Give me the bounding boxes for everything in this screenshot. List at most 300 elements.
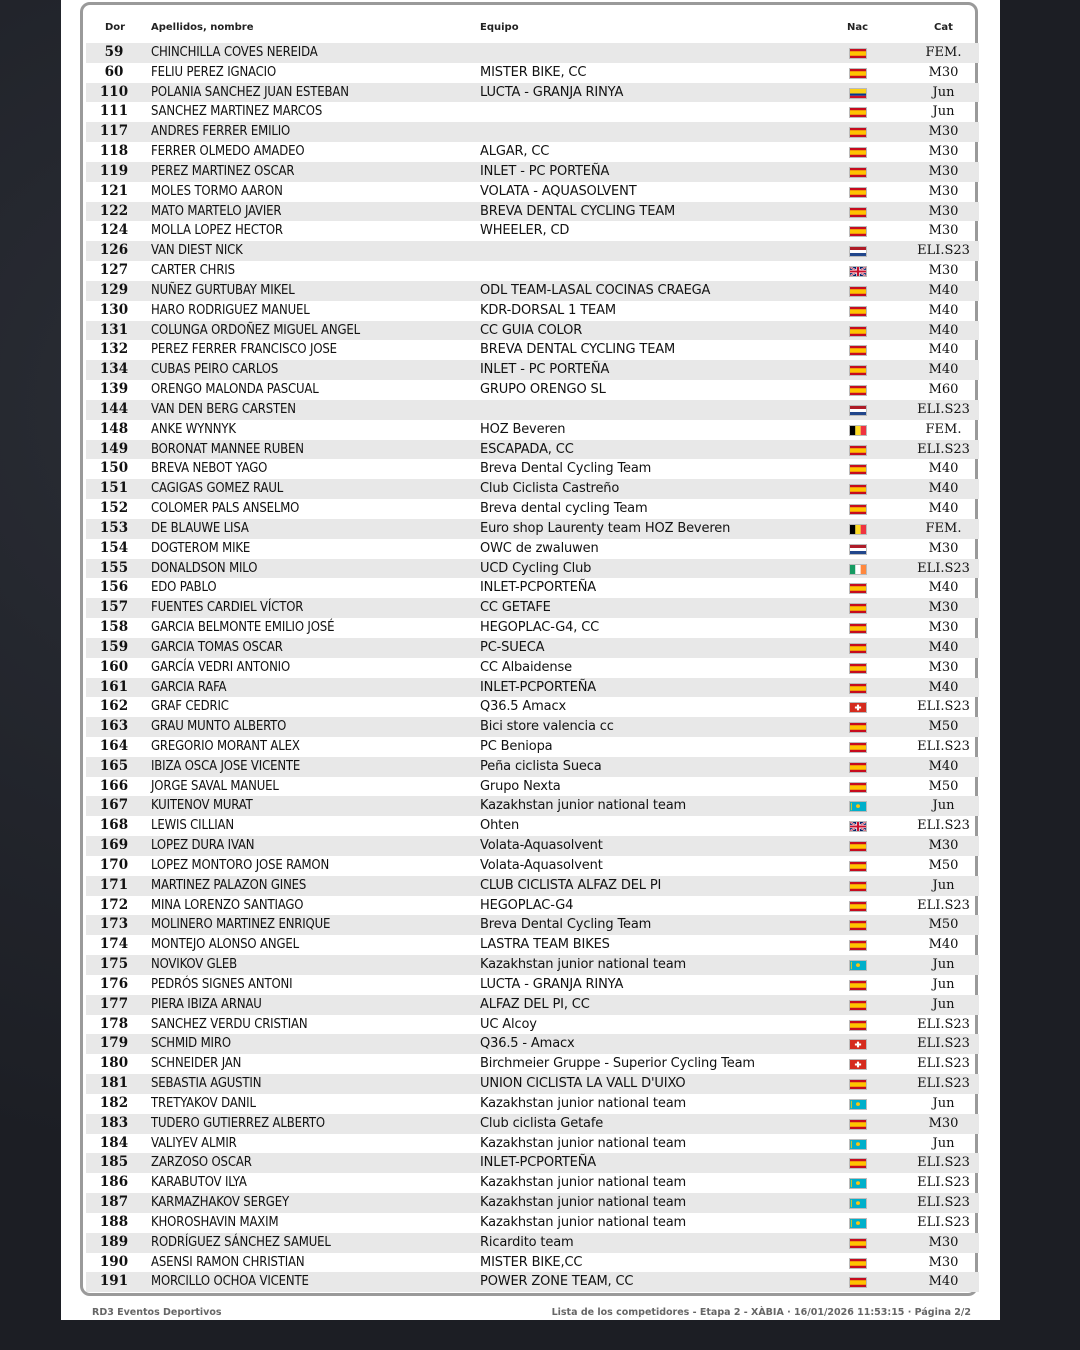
rider-name: GRAF CEDRIC bbox=[151, 699, 229, 715]
flag-spain-icon bbox=[849, 663, 867, 674]
team-name: LUCTA - GRANJA RINYA bbox=[480, 976, 624, 992]
flag-spain-icon bbox=[849, 167, 867, 178]
flag-spain-icon bbox=[849, 940, 867, 951]
footer-left: RD3 Eventos Deportivos bbox=[92, 1307, 222, 1318]
team-name: POWER ZONE TEAM, CC bbox=[480, 1274, 634, 1290]
flag-spain-icon bbox=[849, 147, 867, 158]
flag-kazakhstan-icon bbox=[849, 1198, 867, 1209]
team-name: Club ciclista Getafe bbox=[480, 1115, 604, 1131]
bib-number: 152 bbox=[99, 500, 129, 517]
team-name: CC GETAFE bbox=[480, 600, 551, 616]
team-name: Kazakhstan junior national team bbox=[480, 1095, 687, 1111]
team-name: MISTER BIKE,CC bbox=[480, 1254, 583, 1270]
table-row bbox=[86, 777, 979, 797]
rider-name: PIERA IBIZA ARNAU bbox=[151, 996, 262, 1012]
rider-name: LOPEZ DURA IVAN bbox=[151, 838, 255, 854]
table-row bbox=[86, 380, 979, 400]
rider-name: TUDERO GUTIERREZ ALBERTO bbox=[151, 1115, 325, 1131]
bib-number: 60 bbox=[104, 63, 124, 80]
table-row bbox=[86, 737, 979, 757]
bib-number: 172 bbox=[99, 896, 129, 913]
rider-name: GARCIA RAFA bbox=[151, 679, 227, 695]
rider-name: LEWIS CILLIAN bbox=[151, 818, 234, 834]
team-name: Volata-Aquasolvent bbox=[480, 838, 603, 854]
bib-number: 177 bbox=[99, 995, 129, 1012]
category: M40 bbox=[928, 461, 959, 477]
bib-number: 156 bbox=[99, 579, 129, 596]
category: ELI.S23 bbox=[917, 243, 970, 259]
team-name: Kazakhstan junior national team bbox=[480, 1214, 687, 1230]
bib-number: 130 bbox=[99, 301, 129, 318]
team-name: Q36.5 - Amacx bbox=[480, 1036, 575, 1052]
table-row bbox=[86, 598, 979, 618]
category: M40 bbox=[928, 639, 959, 655]
bib-number: 184 bbox=[99, 1134, 129, 1151]
table-row bbox=[86, 1094, 979, 1114]
rider-name: POLANIA SANCHEZ JUAN ESTEBAN bbox=[151, 84, 349, 100]
category: M40 bbox=[928, 1274, 959, 1290]
category: ELI.S23 bbox=[917, 560, 970, 576]
table-row bbox=[86, 1114, 979, 1134]
rider-name: RODRÍGUEZ SÁNCHEZ SAMUEL bbox=[151, 1234, 331, 1250]
team-name: LUCTA - GRANJA RINYA bbox=[480, 84, 624, 100]
category: ELI.S23 bbox=[917, 401, 970, 417]
header-cat: Cat bbox=[934, 22, 953, 33]
rider-name: ORENGO MALONDA PASCUAL bbox=[151, 382, 319, 398]
flag-spain-icon bbox=[849, 107, 867, 118]
flag-kazakhstan-icon bbox=[849, 1139, 867, 1150]
bib-number: 148 bbox=[99, 420, 129, 437]
team-name: PC-SUECA bbox=[480, 639, 545, 655]
rider-name: IBIZA OSCA JOSE VICENTE bbox=[151, 758, 301, 774]
table-row bbox=[86, 995, 979, 1015]
flag-spain-icon bbox=[849, 722, 867, 733]
bib-number: 185 bbox=[99, 1154, 129, 1171]
flag-netherlands-icon bbox=[849, 246, 867, 257]
bib-number: 117 bbox=[99, 123, 129, 140]
flag-switzerland-icon bbox=[849, 702, 867, 713]
team-name: Kazakhstan junior national team bbox=[480, 798, 687, 814]
team-name: UC Alcoy bbox=[480, 1016, 537, 1032]
table-row bbox=[86, 796, 979, 816]
header-name: Apellidos, nombre bbox=[151, 22, 254, 33]
team-name: CLUB CICLISTA ALFAZ DEL PI bbox=[480, 877, 662, 893]
rider-name: NUÑEZ GURTUBAY MIKEL bbox=[151, 282, 295, 298]
category: Jun bbox=[932, 1135, 955, 1151]
bib-number: 181 bbox=[99, 1075, 129, 1092]
flag-spain-icon bbox=[849, 1079, 867, 1090]
table-row bbox=[86, 63, 979, 83]
team-name: Kazakhstan junior national team bbox=[480, 957, 687, 973]
team-name: PC Beniopa bbox=[480, 738, 553, 754]
table-row bbox=[86, 638, 979, 658]
category: M40 bbox=[928, 342, 959, 358]
table-row bbox=[86, 142, 979, 162]
flag-spain-icon bbox=[849, 326, 867, 337]
bib-number: 168 bbox=[99, 817, 129, 834]
rider-name: COLUNGA ORDOÑEZ MIGUEL ANGEL bbox=[151, 322, 361, 338]
category: Jun bbox=[932, 1095, 955, 1111]
team-name: Breva Dental Cycling Team bbox=[480, 917, 652, 933]
rider-name: ANDRES FERRER EMILIO bbox=[151, 124, 291, 140]
rider-name: SCHNEIDER JAN bbox=[151, 1056, 242, 1072]
team-name: HEGOPLAC-G4, CC bbox=[480, 620, 600, 636]
table-row bbox=[86, 618, 979, 638]
table-row bbox=[86, 975, 979, 995]
rider-name: FELIU PEREZ IGNACIO bbox=[151, 64, 277, 80]
flag-spain-icon bbox=[849, 345, 867, 356]
category: M40 bbox=[928, 322, 959, 338]
category: M50 bbox=[928, 719, 959, 735]
flag-spain-icon bbox=[849, 683, 867, 694]
bib-number: 155 bbox=[99, 559, 129, 576]
category: M40 bbox=[928, 679, 959, 695]
table-row bbox=[86, 1253, 979, 1273]
bib-number: 110 bbox=[99, 83, 129, 100]
team-name: Peña ciclista Sueca bbox=[480, 758, 602, 774]
team-name: UCD Cycling Club bbox=[480, 560, 592, 576]
table-row bbox=[86, 83, 979, 103]
bib-number: 59 bbox=[104, 44, 124, 60]
flag-spain-icon bbox=[849, 464, 867, 475]
bib-number: 158 bbox=[99, 619, 129, 636]
team-name: ALFAZ DEL PI, CC bbox=[480, 996, 590, 1012]
flag-spain-icon bbox=[849, 484, 867, 495]
bib-number: 134 bbox=[99, 361, 129, 378]
rider-name: ASENSI RAMON CHRISTIAN bbox=[151, 1254, 305, 1270]
rider-name: BREVA NEBOT YAGO bbox=[151, 461, 268, 477]
bib-number: 159 bbox=[99, 638, 129, 655]
team-name: Kazakhstan junior national team bbox=[480, 1135, 687, 1151]
team-name: BREVA DENTAL CYCLING TEAM bbox=[480, 342, 676, 358]
category: M30 bbox=[928, 163, 959, 179]
team-name: INLET-PCPORTEÑA bbox=[480, 679, 597, 695]
flag-spain-icon bbox=[849, 306, 867, 317]
table-row bbox=[86, 499, 979, 519]
flag-spain-icon bbox=[849, 861, 867, 872]
category: Jun bbox=[932, 798, 955, 814]
bib-number: 144 bbox=[99, 400, 129, 417]
flag-spain-icon bbox=[849, 207, 867, 218]
table-row bbox=[86, 1213, 979, 1233]
bib-number: 189 bbox=[99, 1233, 129, 1250]
bib-number: 186 bbox=[99, 1174, 129, 1191]
rider-name: COLOMER PALS ANSELMO bbox=[151, 501, 300, 517]
bib-number: 154 bbox=[99, 539, 129, 556]
flag-spain-icon bbox=[849, 187, 867, 198]
flag-spain-icon bbox=[849, 762, 867, 773]
rider-name: SCHMID MIRO bbox=[151, 1036, 231, 1052]
flag-belgium-icon bbox=[849, 425, 867, 436]
team-name: CC GUIA COLOR bbox=[480, 322, 583, 338]
category: ELI.S23 bbox=[917, 897, 970, 913]
category: M30 bbox=[928, 183, 959, 199]
rider-name: HARO RODRIGUEZ MANUEL bbox=[151, 302, 310, 318]
footer-right: Lista de los competidores - Etapa 2 - XÀBIA · 16/01/2026 11:53:15 · Página 2/2 bbox=[551, 1307, 971, 1318]
rider-name: LOPEZ MONTORO JOSE RAMON bbox=[151, 857, 330, 873]
table-row bbox=[86, 856, 979, 876]
rider-name: KUITENOV MURAT bbox=[151, 798, 253, 814]
flag-spain-icon bbox=[849, 583, 867, 594]
bib-number: 149 bbox=[99, 440, 129, 457]
rider-name: DONALDSON MILO bbox=[151, 560, 258, 576]
flag-spain-icon bbox=[849, 1158, 867, 1169]
flag-spain-icon bbox=[849, 504, 867, 515]
rider-name: GARCIA BELMONTE EMILIO JOSÉ bbox=[151, 620, 335, 636]
bib-number: 169 bbox=[99, 837, 129, 854]
team-name: OWC de zwaluwen bbox=[480, 540, 599, 556]
category: M30 bbox=[928, 144, 959, 160]
rider-name: CHINCHILLA COVES NEREIDA bbox=[151, 45, 318, 60]
flag-kazakhstan-icon bbox=[849, 801, 867, 812]
category: M30 bbox=[928, 620, 959, 636]
flag-kazakhstan-icon bbox=[849, 1099, 867, 1110]
table-row bbox=[86, 1193, 979, 1213]
category: Jun bbox=[932, 104, 955, 120]
team-name: INLET - PC PORTEÑA bbox=[480, 163, 610, 179]
flag-spain-icon bbox=[849, 1277, 867, 1288]
rider-name: SEBASTIA AGUSTIN bbox=[151, 1076, 262, 1092]
rider-name: CUBAS PEIRO CARLOS bbox=[151, 362, 279, 378]
rider-name: ZARZOSO OSCAR bbox=[151, 1155, 252, 1171]
category: Jun bbox=[932, 957, 955, 973]
category: FEM. bbox=[925, 45, 962, 60]
flag-spain-icon bbox=[849, 920, 867, 931]
category: M30 bbox=[928, 659, 959, 675]
team-name: HOZ Beveren bbox=[480, 421, 566, 437]
category: M40 bbox=[928, 302, 959, 318]
category: ELI.S23 bbox=[917, 1036, 970, 1052]
table-row bbox=[86, 301, 979, 321]
bib-number: 175 bbox=[99, 956, 129, 973]
flag-spain-icon bbox=[849, 226, 867, 237]
bib-number: 183 bbox=[99, 1114, 129, 1131]
flag-spain-icon bbox=[849, 782, 867, 793]
table-row bbox=[86, 836, 979, 856]
header-dor: Dor bbox=[105, 22, 126, 33]
category: M50 bbox=[928, 857, 959, 873]
rider-name: KARABUTOV ILYA bbox=[151, 1175, 247, 1191]
bib-number: 190 bbox=[99, 1253, 129, 1270]
category: M30 bbox=[928, 64, 959, 80]
table-row bbox=[86, 281, 979, 301]
bib-number: 164 bbox=[99, 737, 129, 754]
category: M40 bbox=[928, 481, 959, 497]
table-row bbox=[86, 241, 979, 261]
table-row bbox=[86, 1054, 979, 1074]
rider-name: EDO PABLO bbox=[151, 580, 217, 596]
table-row bbox=[86, 1034, 979, 1054]
bib-number: 119 bbox=[99, 162, 129, 179]
category: ELI.S23 bbox=[917, 1016, 970, 1032]
rider-name: TRETYAKOV DANIL bbox=[151, 1095, 256, 1111]
rider-name: ANKE WYNNYK bbox=[151, 421, 236, 437]
category: ELI.S23 bbox=[917, 441, 970, 457]
team-name: CC Albaidense bbox=[480, 659, 572, 675]
team-name: UNION CICLISTA LA VALL D'UIXO bbox=[480, 1076, 686, 1092]
table-row bbox=[86, 935, 979, 955]
bib-number: 179 bbox=[99, 1035, 129, 1052]
riders-table bbox=[86, 43, 979, 1292]
bib-number: 170 bbox=[99, 856, 129, 873]
team-name: Club Ciclista Castreño bbox=[480, 481, 620, 497]
team-name: GRUPO ORENGO SL bbox=[480, 382, 606, 398]
rider-name: SANCHEZ MARTINEZ MARCOS bbox=[151, 104, 323, 120]
bib-number: 174 bbox=[99, 936, 129, 953]
flag-united-kingdom-icon bbox=[849, 821, 867, 832]
rider-name: KARMAZHAKOV SERGEY bbox=[151, 1195, 289, 1211]
team-name: MISTER BIKE, CC bbox=[480, 64, 587, 80]
rider-name: SANCHEZ VERDU CRISTIAN bbox=[151, 1016, 308, 1032]
category: M30 bbox=[928, 838, 959, 854]
bib-number: 157 bbox=[99, 599, 129, 616]
table-row bbox=[86, 122, 979, 142]
category: Jun bbox=[932, 996, 955, 1012]
flag-spain-icon bbox=[849, 901, 867, 912]
category: M40 bbox=[928, 282, 959, 298]
team-name: INLET - PC PORTEÑA bbox=[480, 362, 610, 378]
rider-name: MOLLA LOPEZ HECTOR bbox=[151, 223, 283, 239]
category: M40 bbox=[928, 501, 959, 517]
rider-name: VAN DIEST NICK bbox=[151, 243, 243, 259]
table-row bbox=[86, 1272, 979, 1292]
bib-number: 161 bbox=[99, 678, 129, 695]
bib-number: 165 bbox=[99, 757, 129, 774]
rider-name: KHOROSHAVIN MAXIM bbox=[151, 1214, 279, 1230]
category: Jun bbox=[932, 84, 955, 100]
table-row bbox=[86, 400, 979, 420]
rider-name: PEREZ FERRER FRANCISCO JOSE bbox=[151, 342, 337, 358]
flag-switzerland-icon bbox=[849, 1039, 867, 1050]
flag-spain-icon bbox=[849, 881, 867, 892]
table-row bbox=[86, 955, 979, 975]
flag-ireland-icon bbox=[849, 564, 867, 575]
flag-united-kingdom-icon bbox=[849, 266, 867, 277]
rider-name: JORGE SAVAL MANUEL bbox=[151, 778, 279, 794]
flag-spain-icon bbox=[849, 742, 867, 753]
bib-number: 182 bbox=[99, 1094, 129, 1111]
table-row bbox=[86, 479, 979, 499]
bib-number: 160 bbox=[99, 658, 129, 675]
category: Jun bbox=[932, 976, 955, 992]
rider-name: GARCIA TOMAS OSCAR bbox=[151, 639, 283, 655]
category: ELI.S23 bbox=[917, 1214, 970, 1230]
table-row bbox=[86, 678, 979, 698]
flag-spain-icon bbox=[849, 980, 867, 991]
flag-netherlands-icon bbox=[849, 405, 867, 416]
category: ELI.S23 bbox=[917, 1195, 970, 1211]
team-name: Euro shop Laurenty team HOZ Beveren bbox=[480, 520, 731, 536]
flag-spain-icon bbox=[849, 445, 867, 456]
bib-number: 139 bbox=[99, 381, 129, 398]
flag-spain-icon bbox=[849, 1238, 867, 1249]
team-name: ALGAR, CC bbox=[480, 144, 550, 160]
table-row bbox=[86, 1233, 979, 1253]
table-row bbox=[86, 321, 979, 341]
table-row bbox=[86, 182, 979, 202]
team-name: WHEELER, CD bbox=[480, 223, 570, 239]
bib-number: 162 bbox=[99, 698, 129, 715]
category: ELI.S23 bbox=[917, 1155, 970, 1171]
rider-name: DOGTEROM MIKE bbox=[151, 540, 251, 556]
table-row bbox=[86, 539, 979, 559]
rider-name: CARTER CHRIS bbox=[151, 263, 235, 279]
bib-number: 151 bbox=[99, 480, 129, 497]
team-name: VOLATA - AQUASOLVENT bbox=[480, 183, 637, 199]
rider-name: FUENTES CARDIEL VÍCTOR bbox=[151, 600, 304, 616]
table-row bbox=[86, 578, 979, 598]
team-name: BREVA DENTAL CYCLING TEAM bbox=[480, 203, 676, 219]
rider-name: MOLINERO MARTINEZ ENRIQUE bbox=[151, 917, 331, 933]
rider-name: MINA LORENZO SANTIAGO bbox=[151, 897, 304, 913]
table-row bbox=[86, 1173, 979, 1193]
bib-number: 121 bbox=[99, 182, 129, 199]
flag-spain-icon bbox=[849, 623, 867, 634]
rider-name: MORCILLO OCHOA VICENTE bbox=[151, 1274, 309, 1290]
team-name: Ohten bbox=[480, 818, 520, 834]
rider-name: VALIYEV ALMIR bbox=[151, 1135, 237, 1151]
category: M40 bbox=[928, 580, 959, 596]
team-name: Volata-Aquasolvent bbox=[480, 857, 603, 873]
bib-number: 126 bbox=[99, 242, 129, 259]
document-page bbox=[61, 0, 1000, 1320]
table-row bbox=[86, 757, 979, 777]
table-row bbox=[86, 340, 979, 360]
flag-switzerland-icon bbox=[849, 1059, 867, 1070]
table-row bbox=[86, 162, 979, 182]
category: ELI.S23 bbox=[917, 738, 970, 754]
flag-spain-icon bbox=[849, 1000, 867, 1011]
flag-kazakhstan-icon bbox=[849, 1178, 867, 1189]
bib-number: 127 bbox=[99, 262, 129, 279]
table-row bbox=[86, 420, 979, 440]
category: ELI.S23 bbox=[917, 1175, 970, 1191]
team-name: Breva dental cycling Team bbox=[480, 501, 648, 517]
rider-name: DE BLAUWE LISA bbox=[151, 520, 249, 536]
flag-netherlands-icon bbox=[849, 544, 867, 555]
category: ELI.S23 bbox=[917, 1076, 970, 1092]
team-name: Grupo Nexta bbox=[480, 778, 561, 794]
flag-kazakhstan-icon bbox=[849, 1218, 867, 1229]
bib-number: 163 bbox=[99, 718, 129, 735]
bib-number: 178 bbox=[99, 1015, 129, 1032]
table-row bbox=[86, 261, 979, 281]
flag-colombia-icon bbox=[849, 88, 867, 99]
category: ELI.S23 bbox=[917, 818, 970, 834]
bib-number: 171 bbox=[99, 876, 129, 893]
table-row bbox=[86, 1134, 979, 1154]
category: M60 bbox=[928, 382, 959, 398]
flag-spain-icon bbox=[849, 841, 867, 852]
table-row bbox=[86, 360, 979, 380]
table-row bbox=[86, 559, 979, 579]
table-row bbox=[86, 1153, 979, 1173]
bib-number: 131 bbox=[99, 321, 129, 338]
team-name: Kazakhstan junior national team bbox=[480, 1175, 687, 1191]
team-name: Breva Dental Cycling Team bbox=[480, 461, 652, 477]
category: M30 bbox=[928, 124, 959, 140]
table-row bbox=[86, 658, 979, 678]
team-name: LASTRA TEAM BIKES bbox=[480, 937, 610, 953]
rider-name: VAN DEN BERG CARSTEN bbox=[151, 401, 296, 417]
bib-number: 153 bbox=[99, 519, 129, 536]
flag-spain-icon bbox=[849, 48, 867, 59]
team-name: INLET-PCPORTEÑA bbox=[480, 1155, 597, 1171]
flag-spain-icon bbox=[849, 286, 867, 297]
bib-number: 166 bbox=[99, 777, 129, 794]
table-row bbox=[86, 697, 979, 717]
bib-number: 132 bbox=[99, 341, 129, 358]
